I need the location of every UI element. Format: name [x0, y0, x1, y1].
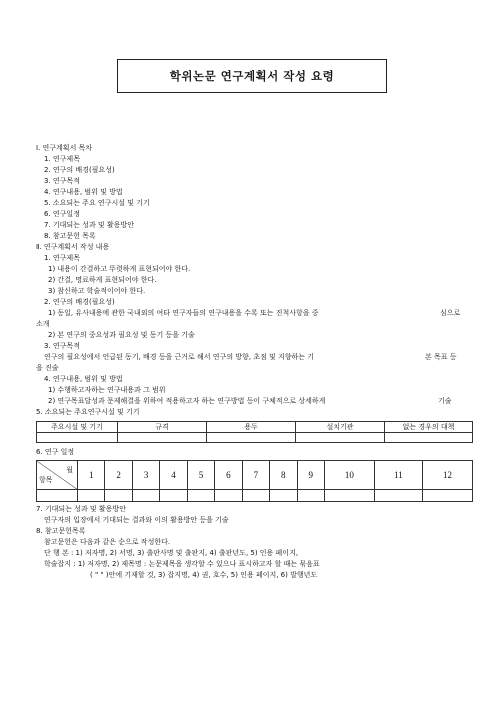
subsection-heading: 4. 연구내용, 범위 및 방법 — [44, 375, 123, 383]
diagonal-header — [37, 465, 77, 485]
body-line: 연구의 필요성에서 언급된 동기, 배경 등을 근거로 해서 연구의 방향, 초점 및 지향하는 기 — [44, 353, 315, 361]
subsection-heading: 7. 기대되는 성과 및 활용방안 — [36, 505, 126, 513]
body-line: ( " " )안에 기재할 것, 3) 잡지명, 4) 권, 호수, 5) 인용 페이지, 6) 발행년도 — [90, 571, 318, 579]
body-line: 1) 동일, 유사내용에 관한 국내외의 여타 연구자들의 연구내용을 수록 또는 진척사항을 중 — [48, 309, 319, 317]
table-cell — [215, 490, 242, 502]
schedule-table — [36, 460, 473, 502]
month-header-label: 월 — [66, 466, 73, 474]
table-header-cell: 없는 경우의 대책 — [385, 422, 473, 433]
table-cell — [105, 490, 132, 502]
table-header-cell: 용두 — [207, 422, 296, 433]
table-cell — [207, 433, 296, 443]
table-header-cell: 설치기관 — [296, 422, 385, 433]
body-line: 2) 간결, 명료하게 표현되어야 한다. — [48, 276, 157, 284]
table-row — [37, 422, 473, 433]
item-header-label: 항목 — [39, 476, 53, 484]
table-cell — [37, 490, 78, 502]
table-cell — [118, 433, 207, 443]
month-cell: 9 — [297, 461, 324, 490]
table-cell — [78, 490, 105, 502]
body-line: 3) 참신하고 학술적이어야 한다. — [48, 287, 146, 295]
body-line: 참고문헌은 다음과 같은 순으로 작성한다. — [44, 538, 171, 546]
month-cell: 2 — [105, 461, 132, 490]
body-line: 심으로 — [440, 309, 461, 317]
table-row — [37, 461, 473, 490]
table-cell — [374, 490, 422, 502]
toc-item: 7. 기대되는 성과 및 활용방안 — [44, 221, 134, 229]
toc-item: 3. 연구목적 — [44, 177, 80, 185]
schedule-corner-cell — [37, 461, 78, 490]
toc-item: 8. 참고문헌 목록 — [44, 232, 96, 240]
table-cell — [296, 433, 385, 443]
table-cell — [270, 490, 297, 502]
body-line: 2) 본 연구의 중요성과 필요성 및 동기 등을 기술 — [48, 331, 195, 339]
body-line: 기술 — [438, 397, 452, 405]
toc-item: 2. 연구의 배경(필요성) — [44, 166, 115, 174]
subsection-heading: 3. 연구목적 — [44, 342, 80, 350]
subsection-heading: 1. 연구제목 — [44, 254, 80, 262]
section-1-heading: Ⅰ. 연구계획서 목차 — [36, 144, 93, 152]
table-cell — [242, 490, 269, 502]
facilities-table — [36, 421, 473, 443]
body-line: 을 진술 — [36, 364, 59, 372]
toc-item: 5. 소요되는 주요 연구시설 및 기기 — [44, 199, 150, 207]
table-cell — [187, 490, 214, 502]
table-header-cell: 주요시설 및 기기 — [37, 422, 118, 433]
body-line: 학술잡지 : 1) 저자명, 2) 제목명 : 논문제목을 생각할 수 있으나 표시하고자 할 때는 묶음표 — [44, 560, 320, 568]
toc-item: 4. 연구내용, 범위 및 방법 — [44, 188, 123, 196]
body-line: 1) 수행하고자하는 연구내용과 그 범위 — [48, 386, 166, 394]
subsection-heading: 8. 참고문헌목록 — [36, 527, 86, 535]
body-line: 본 목표 등 — [425, 353, 457, 361]
body-line: 단 행 본 : 1) 저자명, 2) 서명, 3) 출판사명 및 출판지, 4) 출판년도, 5) 인용 페이지, — [44, 549, 299, 557]
table-cell — [37, 433, 118, 443]
table-cell — [132, 490, 159, 502]
section-2-heading: Ⅱ. 연구계획서 작성 내용 — [36, 243, 110, 251]
month-cell: 8 — [270, 461, 297, 490]
month-cell: 3 — [132, 461, 159, 490]
month-cell: 12 — [423, 461, 473, 490]
month-cell: 5 — [187, 461, 214, 490]
table-header-cell: 규격 — [118, 422, 207, 433]
table-row — [37, 490, 473, 502]
month-cell: 6 — [215, 461, 242, 490]
body-line: 소개 — [36, 320, 50, 328]
subsection-heading: 5. 소요되는 주요연구시설 및 기기 — [36, 408, 140, 416]
body-line: 연구자의 입장에서 기대되는 결과와 이의 활용방안 등을 기술 — [44, 516, 229, 524]
table-cell — [324, 490, 374, 502]
table-cell — [385, 433, 473, 443]
toc-item: 6. 연구일정 — [44, 210, 80, 218]
table-cell — [423, 490, 473, 502]
body-line: 2) 연구목표달성과 문제해결을 위하여 적용하고자 하는 연구방법 등이 구체적으로 상세하게 — [48, 397, 326, 405]
document-title-text: 학위논문 연구계획서 작성 요령 — [169, 69, 335, 83]
table-cell — [297, 490, 324, 502]
table-row — [37, 433, 473, 443]
toc-item: 1. 연구제목 — [44, 155, 80, 163]
table-cell — [160, 490, 187, 502]
month-cell: 10 — [324, 461, 374, 490]
subsection-heading: 2. 연구의 배경(필요성) — [44, 298, 115, 306]
document-title — [117, 59, 387, 93]
subsection-heading: 6. 연구 일정 — [36, 448, 75, 456]
month-cell: 4 — [160, 461, 187, 490]
month-cell: 1 — [78, 461, 105, 490]
month-cell: 11 — [374, 461, 422, 490]
body-line: 1) 내용이 간결하고 뚜렷하게 표현되어야 한다. — [48, 265, 191, 273]
month-cell: 7 — [242, 461, 269, 490]
